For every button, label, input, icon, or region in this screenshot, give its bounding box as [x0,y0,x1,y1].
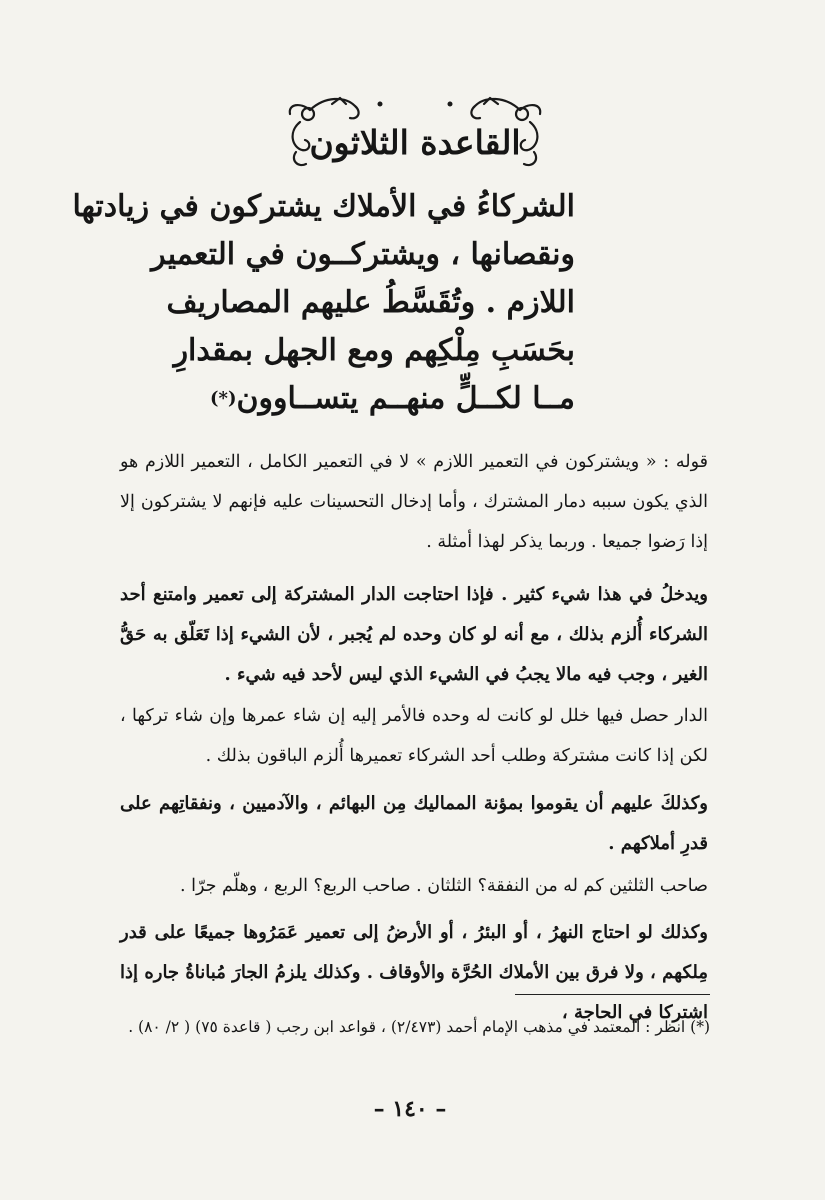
footnote: (*) انظر : المعتمد في مذهب الإمام أحمد (٢/٤٧٣) ، قواعد ابن رجب ( قاعدة ٧٥) ( ٢/ ٨٠) . [128,1018,710,1036]
rule-line: اللازم . وتُقَسَّطُ عليهم المصاريف [166,285,575,320]
rule-line: ونقصانها ، ويشتركــون في التعمير [151,237,575,272]
rule-statement [72,183,575,423]
page-number: – ١٤٠ – [373,1096,447,1122]
footnote-divider [515,994,710,995]
rule-line: بحَسَبِ مِلْكِهم ومع الجهل بمقدارِ [173,333,575,368]
commentary-paragraph: وكذلكَ عليهم أن يقوموا بمؤنة المماليك مِن البهائم ، والآدميين ، ونفقاتِهم على قدرِ أملاكهم . [120,793,708,854]
rule-line-text: مــا لكــلٍّ منهــم يتســاوون [236,381,575,416]
commentary-paragraph: صاحب الثلثين كم له من النفقة؟ الثلثان . صاحب الربع؟ الربع ، وهلّم جرّا . [180,875,708,896]
rule-line [210,375,575,423]
commentary-paragraph: قوله : « ويشتركون في التعمير اللازم » لا في التعمير الكامل ، التعمير اللازم هو الذي يكون سببه دمار المشترك ، وأما إدخال التحسينات عليه فإنهم لا يشتركون إلا إذا رَضوا جميعا . وربما يذكر لهذا أمثلة . [120,451,708,552]
footnote-marker: (*) [210,388,237,409]
commentary-paragraph: وكذلك لو احتاج النهرُ ، أو البئرُ ، أو الأرضُ إلى تعمير عَمَرُوها جميعًا على قدر مِلكهم ، ولا فرق بين الأملاك الحُرَّة والأوقاف . وكذلك يلزمُ الجارَ مُباناةُ جاره إذا اشتركا في الحاجة ، [120,922,708,1023]
rule-title: القاعدة الثلاثون [309,123,521,162]
commentary-paragraph: الدار حصل فيها خلل لو كانت له وحده فالأمر إليه إن شاء عمرها وإن شاء تركها ، لكن إذا كانت مشتركة وطلب أحد الشركاء تعميرها أُلزم الباقون بذلك . [120,705,708,766]
commentary-paragraph: ويدخلُ في هذا شيء كثير . فإذا احتاجت الدار المشتركة إلى تعمير وامتنع أحد الشركاء أُلزم بذلك ، مع أنه لو كان وحده لم يُجبر ، لأن الشيء إذا تَعَلّق به حَقُّ الغير ، وجب فيه مالا يجبُ في الشيء الذي ليس لأحد فيه شيء . [120,584,708,685]
rule-line: الشركاءُ في الأملاك يشتركون في زيادتها [72,189,575,224]
